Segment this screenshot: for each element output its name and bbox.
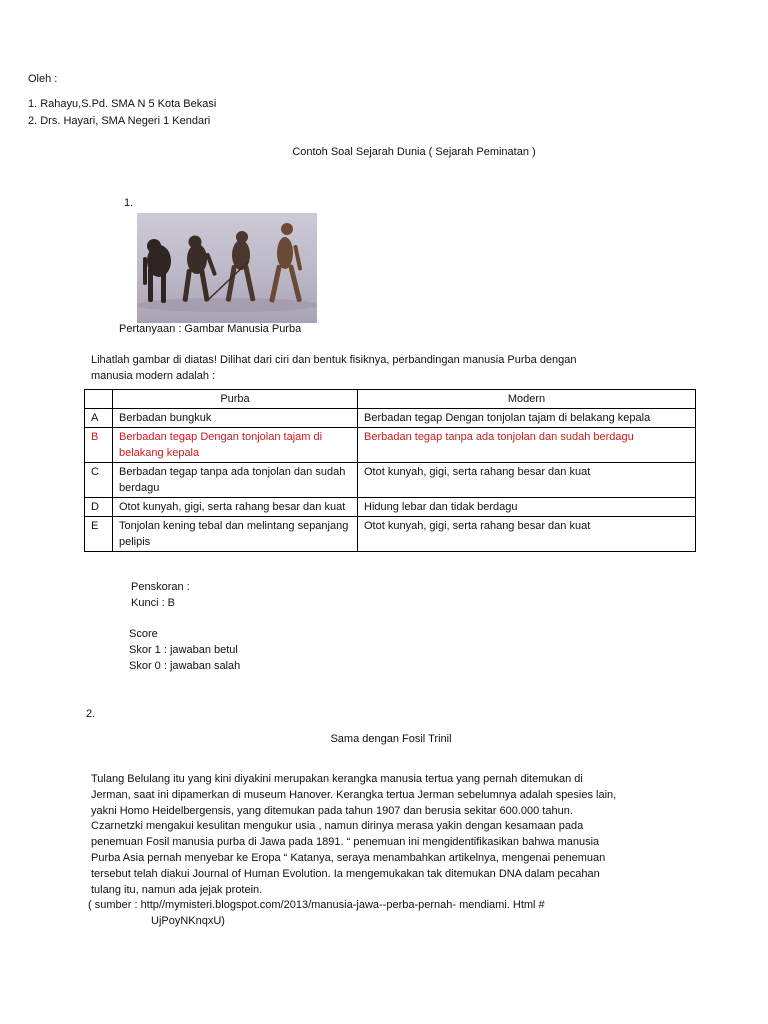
answer-key: Kunci : B (131, 597, 176, 609)
paragraph-line: tersebut telah diakui Journal of Human Evolution. Ia mengemukakan tak ditemukan DNA dalam pecahan (91, 867, 600, 880)
row-purba: Berbadan tegap Dengan tonjolan tajam di belakang kepala (113, 428, 358, 463)
row-letter: A (85, 409, 113, 428)
author-1: 1. Rahayu,S.Pd. SMA N 5 Kota Bekasi (28, 98, 217, 110)
source-citation-cont: UjPoyNKnqxU) (151, 915, 225, 928)
row-modern: Hidung lebar dan tidak berdagu (358, 498, 696, 517)
table-row (85, 409, 696, 428)
scoring-label: Penskoran : (131, 581, 190, 593)
question-1-prompt-line-2: manusia modern adalah : (91, 370, 216, 382)
row-modern: Otot kunyah, gigi, serta rahang besar dan kuat (358, 517, 696, 552)
author-2: 2. Drs. Hayari, SMA Negeri 1 Kendari (28, 115, 211, 127)
row-modern: Berbadan tegap tanpa ada tonjolan dan sudah berdagu (358, 428, 696, 463)
row-purba: Berbadan bungkuk (113, 409, 358, 428)
author-label: Oleh : (28, 73, 58, 85)
source-citation: ( sumber : http//mymisteri.blogspot.com/2013/manusia-jawa--perba-pernah- mendiami. Html # (88, 899, 545, 912)
paragraph-line: Tulang Belulang itu yang kini diyakini merupakan kerangka manusia tertua yang pernah ditemukan di (91, 773, 583, 785)
row-purba: Tonjolan kening tebal dan melintang sepanjang pelipis (113, 517, 358, 552)
table-row (85, 517, 696, 552)
human-evolution-image (137, 213, 317, 323)
question-1-prompt-line-1: Lihatlah gambar di diatas! Dilihat dari ciri dan bentuk fisiknya, perbandingan manusia Purba dengan (91, 354, 577, 366)
answer-table-header (85, 390, 696, 409)
row-modern: Berbadan tegap Dengan tonjolan tajam di belakang kepala (358, 409, 696, 428)
table-row (85, 498, 696, 517)
score-wrong: Skor 0 : jawaban salah (129, 660, 241, 672)
header-letter (85, 390, 113, 409)
row-purba: Berbadan tegap tanpa ada tonjolan dan sudah berdagu (113, 463, 358, 498)
question-2-title: Sama dengan Fosil Trinil (330, 733, 452, 745)
paragraph-line: Purba Asia pernah menyebar ke Eropa “ Katanya, seraya menambahkan artikelnya, mengenai penemuan (91, 851, 606, 864)
question-1-number: 1. (124, 197, 134, 209)
paragraph-line: yakni Homo Heidelbergensis, yang ditemukan pada tahun 1907 dan berusia sekitar 600.000 tahun. (91, 804, 573, 817)
paragraph-line: Czarnetzki mengakui kesulitan mengukur usia , namun dirinya merasa yakin dengan kesamaan pada (91, 820, 584, 833)
row-letter: E (85, 517, 113, 552)
row-purba: Otot kunyah, gigi, serta rahang besar dan kuat (113, 498, 358, 517)
answer-table (84, 389, 696, 552)
table-row-answer (85, 428, 696, 463)
row-letter: D (85, 498, 113, 517)
document-title: Contoh Soal Sejarah Dunia ( Sejarah Peminatan ) (292, 146, 536, 158)
question-2-paragraph (88, 772, 701, 930)
header-modern: Modern (358, 390, 696, 409)
paragraph-line: Jerman, saat ini dipamerkan di museum Hanover. Kerangka tertua Jerman sebelumnya adalah spesies lain, (91, 788, 617, 801)
question-2-number: 2. (86, 708, 96, 720)
header-purba: Purba (113, 390, 358, 409)
paragraph-line: penemuan Fosil manusia purba di Jawa pada 1891. “ penemuan ini mengidentifikasikan bahwa manusia (91, 836, 600, 849)
paragraph-line: tulang itu, namun ada jejak protein. (91, 883, 263, 896)
row-letter: C (85, 463, 113, 498)
table-row (85, 463, 696, 498)
row-letter: B (85, 428, 113, 463)
row-modern: Otot kunyah, gigi, serta rahang besar dan kuat (358, 463, 696, 498)
score-correct: Skor 1 : jawaban betul (129, 644, 238, 656)
image-caption: Pertanyaan : Gambar Manusia Purba (119, 323, 302, 335)
score-label: Score (129, 628, 158, 640)
